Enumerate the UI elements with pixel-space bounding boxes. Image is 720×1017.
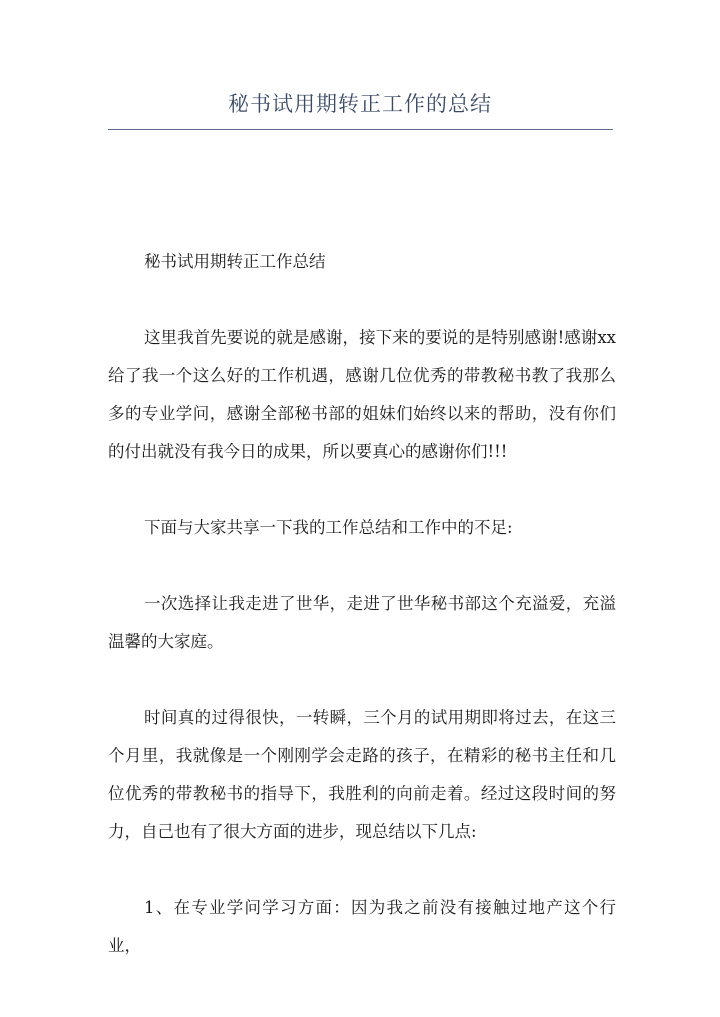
- paragraph-point-1: 1、在专业学问学习方面：因为我之前没有接触过地产这个行业，: [108, 898, 616, 955]
- paragraph-choice: 一次选择让我走进了世华，走进了世华秘书部这个充溢爱，充溢温馨的大家庭。: [108, 594, 616, 651]
- title-underline: [108, 129, 613, 130]
- paragraph-time: 时间真的过得很快，一转瞬，三个月的试用期即将过去，在这三个月里，我就像是一个刚刚学会走路的孩子，在精彩的秘书主任和几位优秀的带教秘书的指导下，我胜利的向前走着。经过这段时间的努力，自己也有了很大方面的进步，现总结以下几点:: [108, 708, 616, 841]
- section-heading: 秘书试用期转正工作总结: [144, 252, 326, 271]
- paragraph-thanks: 这里我首先要说的就是感谢，接下来的要说的是特别感谢!感谢xx给了我一个这么好的工作机遇，感谢几位优秀的带教秘书教了我那么多的专业学问，感谢全部秘书部的姐妹们始终以来的帮助，没有你们的付出就没有我今日的成果，所以要真心的感谢你们!!!: [108, 328, 616, 461]
- document-title: 秘书试用期转正工作的总结: [228, 92, 492, 116]
- document-body: [108, 243, 616, 1003]
- paragraph-intro: 下面与大家共享一下我的工作总结和工作中的不足:: [144, 518, 513, 537]
